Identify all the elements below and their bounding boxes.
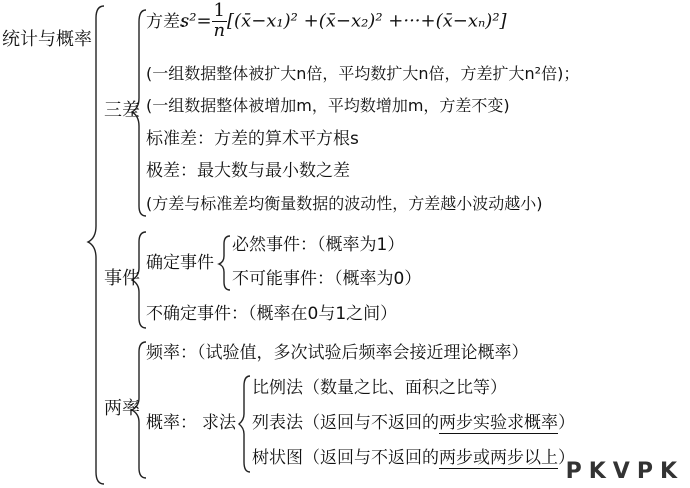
variance-note-meaning: (方差与标准差均衡量数据的波动性，方差越小波动越小) — [146, 194, 543, 213]
root-brace — [88, 6, 104, 484]
variance-group-label: 三差 — [104, 100, 140, 121]
table-method-underlined: 两步实验求概率 — [439, 413, 558, 433]
formula-fraction — [212, 2, 227, 41]
table-method-suffix: ） — [558, 413, 575, 433]
certain-brace — [219, 236, 230, 290]
variance-def-label: 方差: — [146, 12, 186, 32]
variance-note-scale: (一组数据整体被扩大n倍，平均数扩大n倍，方差扩大n²倍)； — [146, 64, 580, 83]
ratio-method-line: 比例法（数量之比、面积之比等） — [252, 378, 507, 398]
events-group-label: 事件 — [104, 268, 140, 289]
tree-method-line — [252, 450, 575, 467]
variance-formula — [180, 2, 507, 41]
formula-numerator: 1 — [213, 0, 225, 21]
variance-note-shift: (一组数据整体被增加m，平均数增加m，方差不变) — [146, 96, 510, 115]
table-method-line — [252, 415, 575, 432]
certain-event-label: 确定事件 — [146, 253, 214, 273]
frequency-line: 频率：（试验值，多次试验后频率会接近理论概率） — [146, 343, 529, 363]
watermark-logo: PKVPK — [565, 459, 684, 484]
impossible-event-line: 不可能事件：（概率为0） — [232, 269, 422, 289]
formula-lhs: s²= — [180, 10, 212, 32]
method-brace — [239, 376, 250, 472]
tree-method-suffix: ） — [558, 448, 575, 468]
table-method-prefix: 列表法（返回与不返回的 — [252, 413, 439, 433]
std-dev-line: 标准差：方差的算术平方根s — [146, 129, 359, 149]
formula-denominator: n — [213, 19, 226, 41]
sure-event-line: 必然事件：（概率为1） — [232, 235, 405, 255]
method-label: 求法 — [202, 413, 236, 433]
range-line: 极差：最大数与最小数之差 — [146, 161, 350, 181]
root-label: 统计与概率 — [2, 29, 92, 50]
tree-method-underlined: 两步或两步以上 — [439, 448, 558, 468]
tree-method-prefix: 树状图（返回与不返回的 — [252, 448, 439, 468]
uncertain-event-line: 不确定事件：（概率在0与1之间） — [146, 304, 398, 324]
two-prob-group-label: 两率 — [104, 398, 140, 419]
formula-body: [(x̄−x₁)² +(x̄−x₂)² +···+(x̄−xₙ)²] — [227, 10, 507, 32]
probability-label: 概率： — [146, 413, 197, 433]
